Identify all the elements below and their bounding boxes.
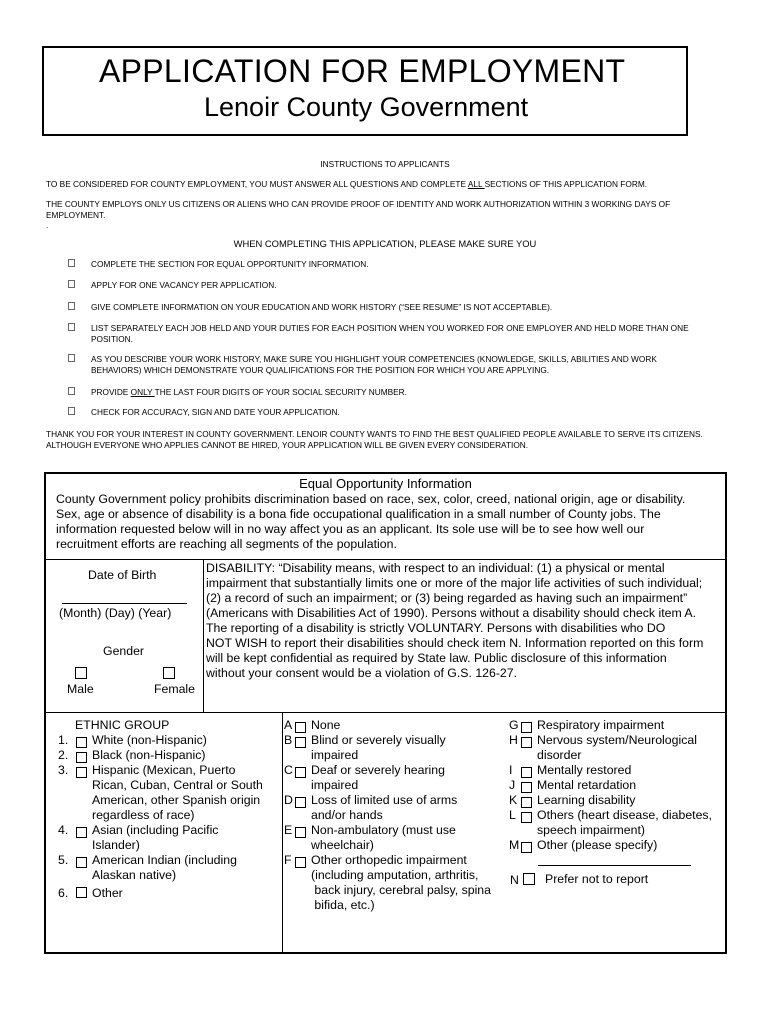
prefer-not-checkbox[interactable] xyxy=(523,871,535,889)
disability-letter: C xyxy=(284,763,293,777)
disability-label: Other orthopedic impairment xyxy=(311,853,467,867)
disability-label: Learning disability xyxy=(537,793,636,807)
disability-checkbox-m[interactable] xyxy=(521,839,532,857)
male-label: Male xyxy=(67,682,94,696)
disability-label: impaired xyxy=(311,748,359,762)
bullet-box-icon xyxy=(68,354,91,364)
ethnic-checkbox-asian[interactable] xyxy=(76,824,87,842)
ethnic-label: Asian (including Pacific xyxy=(92,823,219,837)
divider xyxy=(282,712,283,954)
bullet-box-icon xyxy=(68,323,91,333)
make-sure-heading: WHEN COMPLETING THIS APPLICATION, PLEASE MAKE SURE YOU xyxy=(233,238,537,249)
ethnic-heading: ETHNIC GROUP xyxy=(75,718,170,732)
instructions-para-1: TO BE CONSIDERED FOR COUNTY EMPLOYMENT, YOU MUST ANSWER ALL QUESTIONS AND COMPLETE ALL SECTIONS OF THIS APPLICATION FORM. xyxy=(46,179,648,189)
bullet-box-icon xyxy=(68,302,91,312)
bullet-item: APPLY FOR ONE VACANCY PER APPLICATION. xyxy=(91,280,277,290)
eeo-intro-line: Sex, age or absence of disability is a bona fide occupational qualification in a small number of County jobs. The xyxy=(56,507,661,521)
divider xyxy=(44,559,727,560)
disability-text-line: impairment that substantially limits one or more of the major life activities of such individual; xyxy=(206,576,703,590)
disability-letter: M xyxy=(509,838,520,852)
disability-label: Blind or severely visually xyxy=(311,733,446,747)
bullet-item-ssn: PROVIDE ONLY THE LAST FOUR DIGITS OF YOUR SOCIAL SECURITY NUMBER. xyxy=(91,387,407,397)
eeo-intro-line: recruitment efforts are reaching all segments of the population. xyxy=(56,537,397,551)
instructions-dot: . xyxy=(46,220,49,230)
disability-label: Mental retardation xyxy=(537,778,637,792)
disability-text-line: NOT WISH to report their disabilities should check item N. Information reported on this form xyxy=(206,636,704,650)
bullet-box-icon xyxy=(68,280,91,290)
disability-text-line: will be kept confidential as required by State law. Public disclosure of this information xyxy=(206,651,667,665)
disability-checkbox-h[interactable] xyxy=(521,734,532,752)
ethnic-label: Other xyxy=(92,886,123,900)
dob-label: Date of Birth xyxy=(88,568,157,582)
instructions-heading: INSTRUCTIONS TO APPLICANTS xyxy=(320,159,450,169)
disability-label: wheelchair) xyxy=(311,838,374,852)
bullet-item: CHECK FOR ACCURACY, SIGN AND DATE YOUR APPLICATION. xyxy=(91,407,340,417)
bullet-item: COMPLETE THE SECTION FOR EQUAL OPPORTUNITY INFORMATION. xyxy=(91,259,369,269)
ethnic-label: regardless of race) xyxy=(92,808,195,822)
disability-label: back injury, cerebral palsy, spina xyxy=(311,883,491,897)
disability-label: Respiratory impairment xyxy=(537,718,665,732)
disability-checkbox-e[interactable] xyxy=(295,824,306,842)
disability-checkbox-d[interactable] xyxy=(295,794,306,812)
disability-letter: L xyxy=(509,808,516,822)
disability-label: Mentally restored xyxy=(537,763,632,777)
thank-you-text: THANK YOU FOR YOUR INTEREST IN COUNTY GOVERNMENT. LENOIR COUNTY WANTS TO FIND THE BEST QUALIFIED PEOPLE AVAILABLE TO SERVE ITS CITIZENS. ALTHOUGH EVERYONE WHO APPLIES CANNOT BE HIRED, YOUR APPLICATION WILL BE GIVEN EVERY CONSIDERATION. xyxy=(46,429,703,450)
disability-label: speech impairment) xyxy=(537,823,645,837)
divider xyxy=(44,712,727,713)
eeo-heading: Equal Opportunity Information xyxy=(299,476,472,491)
male-checkbox[interactable] xyxy=(75,665,87,683)
disability-label: None xyxy=(311,718,341,732)
disability-label: Non-ambulatory (must use xyxy=(311,823,456,837)
disability-letter: K xyxy=(509,793,518,807)
ethnic-label: Islander) xyxy=(92,838,140,852)
ethnic-num: 6. xyxy=(58,886,69,900)
disability-checkbox-l[interactable] xyxy=(521,809,532,827)
disability-label: (including amputation, arthritis, xyxy=(311,868,479,882)
divider xyxy=(203,559,204,713)
ethnic-label: Alaskan native) xyxy=(92,868,177,882)
title-box xyxy=(42,46,688,136)
ethnic-checkbox-hispanic[interactable] xyxy=(76,764,87,782)
disability-label: Deaf or severely hearing xyxy=(311,763,445,777)
disability-label: Others (heart disease, diabetes, xyxy=(537,808,712,822)
disability-checkbox-b[interactable] xyxy=(295,734,306,752)
eeo-intro-line: County Government policy prohibits discrimination based on race, sex, color, creed, national origin, age or disability. xyxy=(56,492,686,506)
ethnic-num: 4. xyxy=(58,823,69,837)
disability-text-line: without your consent would be a violation of G.S. 126-27. xyxy=(206,666,518,680)
prefer-not-label: Prefer not to report xyxy=(545,872,649,886)
disability-letter: B xyxy=(284,733,293,747)
bullet-item: AS YOU DESCRIBE YOUR WORK HISTORY, MAKE SURE YOU HIGHLIGHT YOUR COMPETENCIES (KNOWLEDGE, SKILLS, ABILITIES AND WORK BEHAVIORS) WHICH DEMONSTRATE YOUR QUALIFICATIONS FOR THE POSITION FOR WHICH YOU ARE APPLYING. xyxy=(91,354,657,375)
bullet-item: LIST SEPARATELY EACH JOB HELD AND YOUR DUTIES FOR EACH POSITION WHEN YOU WORKED FOR ONE EMPLOYER AND HELD MORE THAN ONE POSITION. xyxy=(91,323,689,344)
disability-label: Loss of limited use of arms xyxy=(311,793,458,807)
ethnic-label: Rican, Cuban, Central or South xyxy=(92,778,263,792)
ethnic-num: 3. xyxy=(58,763,69,777)
eeo-intro-line: information requested below will in no way affect you as an applicant. Its sole use will be to see how well our xyxy=(56,522,645,536)
disability-text-line: (2) a record of such an impairment; or (3) being regarded as having such an impairment” xyxy=(206,591,688,605)
ethnic-checkbox-other[interactable] xyxy=(76,884,87,902)
dob-input-line[interactable] xyxy=(62,603,187,604)
disability-text-line: DISABILITY: “Disability means, with respect to an individual: (1) a physical or mental xyxy=(206,561,665,575)
disability-letter: F xyxy=(284,853,292,867)
disability-letter: E xyxy=(284,823,293,837)
disability-label: and/or hands xyxy=(311,808,383,822)
disability-checkbox-f[interactable] xyxy=(295,854,306,872)
instructions-para-2: THE COUNTY EMPLOYS ONLY US CITIZENS OR ALIENS WHO CAN PROVIDE PROOF OF IDENTITY AND WORK AUTHORIZATION WITHIN 3 WORKING DAYS OF EMPLOYMENT. xyxy=(46,199,671,220)
disability-label: bifida, etc.) xyxy=(311,898,375,912)
form-title: APPLICATION FOR EMPLOYMENT xyxy=(99,53,626,89)
ethnic-label: American Indian (including xyxy=(92,853,237,867)
disability-label: Other (please specify) xyxy=(537,838,658,852)
ethnic-checkbox-american-indian[interactable] xyxy=(76,854,87,872)
disability-checkbox-c[interactable] xyxy=(295,764,306,782)
disability-label: Nervous system/Neurological xyxy=(537,733,697,747)
disability-label: impaired xyxy=(311,778,359,792)
female-label: Female xyxy=(154,682,196,696)
ethnic-num: 2. xyxy=(58,748,69,762)
disability-letter: I xyxy=(509,763,513,777)
ethnic-label: White (non-Hispanic) xyxy=(92,733,207,747)
form-subtitle: Lenoir County Government xyxy=(204,92,529,122)
disability-text-line: (Americans with Disabilities Act of 1990). Persons without a disability should check item A. xyxy=(206,606,697,620)
ethnic-num: 1. xyxy=(58,733,69,747)
bullet-item: GIVE COMPLETE INFORMATION ON YOUR EDUCATION AND WORK HISTORY (“SEE RESUME” IS NOT ACCEPTABLE). xyxy=(91,302,553,312)
dob-format-label: (Month) (Day) (Year) xyxy=(59,606,172,620)
female-checkbox[interactable] xyxy=(163,665,175,683)
disability-letter: G xyxy=(509,718,519,732)
ethnic-label: Black (non-Hispanic) xyxy=(92,748,206,762)
disability-letter: N xyxy=(510,873,519,887)
ethnic-label: American, other Spanish origin xyxy=(92,793,261,807)
disability-label: disorder xyxy=(537,748,582,762)
disability-text-line: The reporting of a disability is strictly VOLUNTARY. Persons with disabilities who DO xyxy=(206,621,666,635)
ethnic-label: Hispanic (Mexican, Puerto xyxy=(92,763,236,777)
disability-letter: A xyxy=(284,718,293,732)
bullet-box-icon xyxy=(68,259,91,269)
disability-letter: J xyxy=(509,778,516,792)
bullet-box-icon xyxy=(68,407,91,417)
specify-input-line[interactable] xyxy=(538,865,691,866)
bullet-box-icon xyxy=(68,387,91,397)
disability-letter: D xyxy=(284,793,293,807)
disability-letter: H xyxy=(509,733,518,747)
ethnic-num: 5. xyxy=(58,853,69,867)
gender-label: Gender xyxy=(103,644,145,658)
